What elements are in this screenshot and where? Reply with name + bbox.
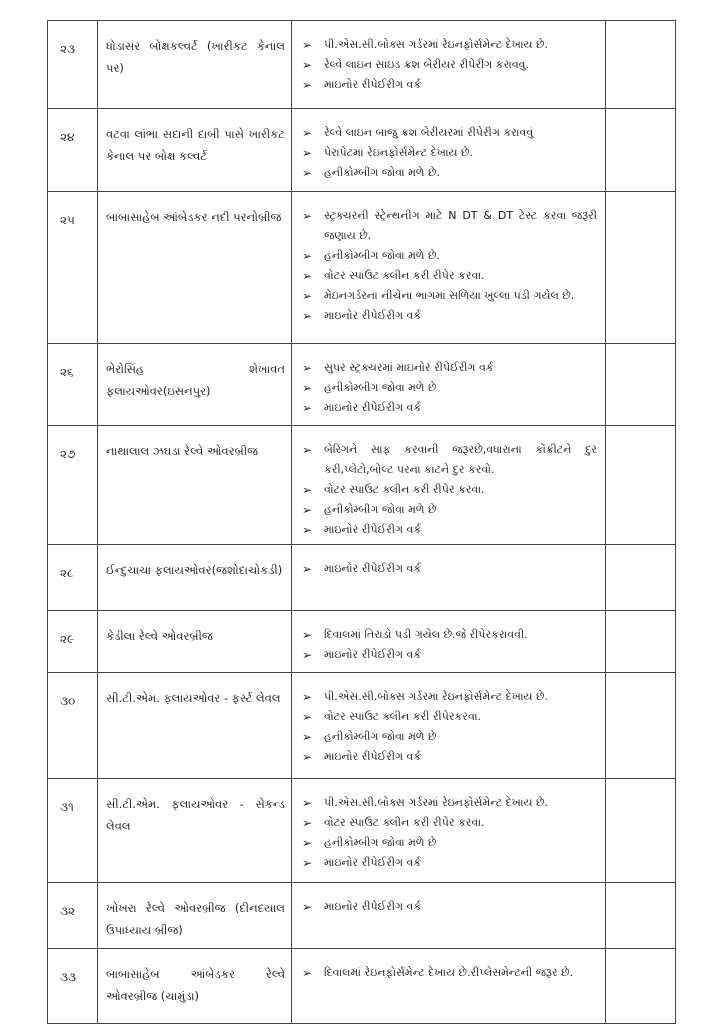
- arrow-bullet-icon: ➢: [302, 856, 313, 870]
- remarks-cell: [606, 545, 676, 611]
- list-item: [302, 398, 597, 418]
- arrow-bullet-icon: ➢: [302, 289, 313, 303]
- remarks-cell: [606, 949, 676, 1024]
- list-item: [302, 645, 597, 665]
- structure-name: ખોખરા રેલ્વે ઓવરબ્રીજ (દીનદયાલ ઉપાધ્યાય બ્રીજ): [98, 883, 292, 949]
- observations-cell: [292, 779, 606, 883]
- observation-text: હનીકોમ્બીગ જોવા મળે છે.: [324, 166, 440, 179]
- structure-name: નાથાલાલ ઝઘડા રેલ્વે ઓવરબ્રીજ: [98, 426, 292, 545]
- observation-text: વોટર સ્પાઉટ ક્લીન કરી રીપેર કરવા.: [324, 483, 485, 496]
- observation-text: પી.એસ.સી.બોક્સ ગર્ડરમાં રેઇનફોર્સમેન્ટ દેખાય છે.: [324, 690, 549, 703]
- observation-text: હનીકોમ્બીગ જોવા મળે છે: [324, 503, 437, 516]
- observation-text: માઇનોર રીપેઈરીગ વર્ક: [324, 78, 422, 91]
- list-item: [302, 123, 597, 143]
- observation-text: માઇનોર રીપેઈરીગ વર્ક: [324, 856, 422, 869]
- list-item: [302, 813, 597, 833]
- observation-text: માઇનોર રીપેઈરીગ વર્ક: [324, 900, 422, 913]
- arrow-bullet-icon: ➢: [302, 401, 313, 415]
- arrow-bullet-icon: ➢: [302, 249, 313, 263]
- serial-number: ૨૫: [48, 192, 98, 344]
- arrow-bullet-icon: ➢: [302, 361, 313, 375]
- observation-list: [302, 440, 597, 540]
- table-row: [48, 611, 676, 673]
- list-item: [302, 747, 597, 767]
- serial-number: ૩૧: [48, 779, 98, 883]
- list-item: [302, 559, 597, 579]
- arrow-bullet-icon: ➢: [302, 209, 313, 223]
- list-item: [302, 163, 597, 183]
- observation-list: [302, 559, 597, 579]
- arrow-bullet-icon: ➢: [302, 628, 313, 642]
- observations-cell: [292, 545, 606, 611]
- structure-name: વટવા લાંભા સદાની દાબી પાસે ખારીકટ કેનાલ પર બોક્ષ કલ્વર્ટ: [98, 109, 292, 192]
- observation-text: માઇનોર રીપેઈરીગ વર્ક: [324, 750, 422, 763]
- observation-text: હનીકોમ્બીગ જોવા મળે છે: [324, 836, 437, 849]
- observation-text: માઇનોર રીપેઈરીગ વર્ક: [324, 523, 422, 536]
- observation-list: [302, 897, 597, 917]
- observation-text: દિવાલમાં રેઇનફોર્સમેન્ટ દેખાય છે.રીપ્લેસમેન્ટની જરૂર છે.: [324, 966, 574, 979]
- observation-list: [302, 963, 597, 983]
- list-item: [302, 897, 597, 917]
- observations-cell: [292, 109, 606, 192]
- observation-list: [302, 123, 597, 183]
- observations-cell: [292, 883, 606, 949]
- list-item: [302, 833, 597, 853]
- structure-name: બાબાસાહેબ આંબેડકર રેલ્વે ઓવરબ્રીજ (ચામુંડા): [98, 949, 292, 1024]
- observation-text: સુપર સ્ટ્રક્ચરમાં માઇનોર રીપેઈરીગ વર્ક: [324, 361, 494, 374]
- remarks-cell: [606, 673, 676, 779]
- arrow-bullet-icon: ➢: [302, 750, 313, 764]
- remarks-cell: [606, 426, 676, 545]
- arrow-bullet-icon: ➢: [302, 710, 313, 724]
- serial-number: ૨૪: [48, 109, 98, 192]
- observation-text: માઇનોર રીપેઈરીગ વર્ક: [324, 648, 422, 661]
- serial-number: ૨૯: [48, 611, 98, 673]
- arrow-bullet-icon: ➢: [302, 816, 313, 830]
- arrow-bullet-icon: ➢: [302, 966, 313, 980]
- observation-text: રેલ્વે લાઇન સાઇડ ક્રશ બેરીયર રીપેરીંગ કરાવવુ.: [324, 58, 530, 71]
- observations-cell: [292, 21, 606, 109]
- observation-text: વોટર સ્પાઉટ ક્લીન કરી રીપેરકરવા.: [324, 710, 482, 723]
- list-item: [302, 206, 597, 246]
- serial-number: ૨૭: [48, 426, 98, 545]
- serial-number: ૩૩: [48, 949, 98, 1024]
- observation-text: પી.એસ.સી.બોક્સ ગર્ડરમાં રેઇનફોર્સમેન્ટ દેખાય છે.: [324, 796, 549, 809]
- list-item: [302, 246, 597, 266]
- table-row: [48, 883, 676, 949]
- table-row: [48, 545, 676, 611]
- observation-list: [302, 206, 597, 326]
- list-item: [302, 35, 597, 55]
- remarks-cell: [606, 21, 676, 109]
- table-row: [48, 109, 676, 192]
- arrow-bullet-icon: ➢: [302, 58, 313, 72]
- observation-text: બેરિંગને સાફ કરવાની જરૂરછે,વધારાના કોંક્રીટને દુર કરી,પ્લેટો,બોલ્ટ પરના કાટને દુર કરવો.: [324, 443, 597, 476]
- list-item: [302, 625, 597, 645]
- table-body: [48, 21, 676, 1024]
- table-row: [48, 779, 676, 883]
- arrow-bullet-icon: ➢: [302, 269, 313, 283]
- arrow-bullet-icon: ➢: [302, 443, 313, 457]
- list-item: [302, 306, 597, 326]
- inspection-table: [47, 20, 676, 1024]
- list-item: [302, 378, 597, 398]
- table-row: [48, 344, 676, 426]
- structure-name: સી.ટી.એમ. ફલાયઓવર - સેકન્ડ લેવલ: [98, 779, 292, 883]
- list-item: [302, 520, 597, 540]
- arrow-bullet-icon: ➢: [302, 796, 313, 810]
- list-item: [302, 793, 597, 813]
- observation-list: [302, 625, 597, 665]
- arrow-bullet-icon: ➢: [302, 900, 313, 914]
- observation-text: માઇનોર રીપેઈરીગ વર્ક: [324, 309, 422, 322]
- list-item: [302, 500, 597, 520]
- remarks-cell: [606, 192, 676, 344]
- arrow-bullet-icon: ➢: [302, 562, 313, 576]
- arrow-bullet-icon: ➢: [302, 503, 313, 517]
- observation-text: માઇનોર રીપેઈરીગ વર્ક: [324, 401, 422, 414]
- table-row: [48, 21, 676, 109]
- structure-name: સી.ટી.એમ. ફલાયઓવર - ફર્સ્ટ લેવલ: [98, 673, 292, 779]
- list-item: [302, 55, 597, 75]
- observations-cell: [292, 611, 606, 673]
- arrow-bullet-icon: ➢: [302, 166, 313, 180]
- structure-name: ધોડાસર બોક્ષકલ્વર્ટ (ખારીકટ કેનાલ પર): [98, 21, 292, 109]
- structure-name: કેડીલા રેલ્વે ઓવરબ્રીજ: [98, 611, 292, 673]
- list-item: [302, 358, 597, 378]
- observation-text: વોટર સ્પાઉટ ક્લીન કરી રીપેર કરવા.: [324, 269, 485, 282]
- structure-name: ભેરોસિંહ શેખાવત ફલાયઓવર(ઇસનપુર): [98, 344, 292, 426]
- arrow-bullet-icon: ➢: [302, 146, 313, 160]
- observations-cell: [292, 673, 606, 779]
- observations-cell: [292, 949, 606, 1024]
- table-row: [48, 426, 676, 545]
- observation-text: વોટર સ્પાઉટ ક્લીન કરી રીપેર કરવા.: [324, 816, 485, 829]
- observations-cell: [292, 344, 606, 426]
- observation-text: દિવાલમાં તિરાડો પડી ગયેલ છે.જે રીપેરકરાવવી.: [324, 628, 528, 641]
- structure-name: બાબાસાહેબ આંબેડકર નદી પરનોબ્રીજ: [98, 192, 292, 344]
- list-item: [302, 75, 597, 95]
- list-item: [302, 707, 597, 727]
- list-item: [302, 853, 597, 873]
- observations-cell: [292, 426, 606, 545]
- arrow-bullet-icon: ➢: [302, 309, 313, 323]
- list-item: [302, 440, 597, 480]
- serial-number: ૩૨: [48, 883, 98, 949]
- arrow-bullet-icon: ➢: [302, 38, 313, 52]
- observation-text: સ્ટ્રક્ચરની સ્ટ્રેન્થનીગ માટે N DT & DT ટેસ્ટ કરવા જરૂરી જણાય છે.: [324, 209, 597, 242]
- table-row: [48, 192, 676, 344]
- observation-text: પેરાપેટમાં રેઇનફોર્સમેન્ટ દેખાય છે.: [324, 146, 474, 159]
- observation-list: [302, 35, 597, 95]
- observation-text: હનીકોમ્બીગ જોવા મળે છે.: [324, 249, 440, 262]
- arrow-bullet-icon: ➢: [302, 690, 313, 704]
- remarks-cell: [606, 611, 676, 673]
- serial-number: ૨૬: [48, 344, 98, 426]
- observation-text: રેલ્વે લાઇન બાજુ ક્રશ બેરીયરમાં રીપેરીગ કરાવવું: [324, 126, 534, 139]
- remarks-cell: [606, 779, 676, 883]
- list-item: [302, 286, 597, 306]
- list-item: [302, 963, 597, 983]
- serial-number: ૨૩: [48, 21, 98, 109]
- arrow-bullet-icon: ➢: [302, 381, 313, 395]
- remarks-cell: [606, 883, 676, 949]
- observations-cell: [292, 192, 606, 344]
- observation-text: મેઇનગર્ડરના નીચેના ભાગમાં સળિયા ખુલ્લા પડી ગયેલ છે.: [324, 289, 575, 302]
- arrow-bullet-icon: ➢: [302, 126, 313, 140]
- list-item: [302, 727, 597, 747]
- arrow-bullet-icon: ➢: [302, 523, 313, 537]
- arrow-bullet-icon: ➢: [302, 648, 313, 662]
- observation-text: માઇનોર રીપેઈરીગ વર્ક: [324, 562, 422, 575]
- remarks-cell: [606, 344, 676, 426]
- table-row: [48, 673, 676, 779]
- arrow-bullet-icon: ➢: [302, 78, 313, 92]
- observation-list: [302, 793, 597, 873]
- observation-list: [302, 687, 597, 767]
- observation-text: પી.એસ.સી.બોક્સ ગર્ડરમાં રેઇનફોર્સમેન્ટ દેખાય છે.: [324, 38, 549, 51]
- structure-name: ઈન્દુચાચા ફલાયઓવર(જશોદાચોકડી): [98, 545, 292, 611]
- table-row: [48, 949, 676, 1024]
- list-item: [302, 266, 597, 286]
- serial-number: ૨૮: [48, 545, 98, 611]
- list-item: [302, 687, 597, 707]
- serial-number: ૩૦: [48, 673, 98, 779]
- arrow-bullet-icon: ➢: [302, 730, 313, 744]
- arrow-bullet-icon: ➢: [302, 483, 313, 497]
- observation-list: [302, 358, 597, 418]
- arrow-bullet-icon: ➢: [302, 836, 313, 850]
- observation-text: હનીકોમ્બીગ જોવા મળે છે: [324, 381, 437, 394]
- list-item: [302, 480, 597, 500]
- list-item: [302, 143, 597, 163]
- observation-text: હનીકોમ્બીગ જોવા મળે છે: [324, 730, 437, 743]
- remarks-cell: [606, 109, 676, 192]
